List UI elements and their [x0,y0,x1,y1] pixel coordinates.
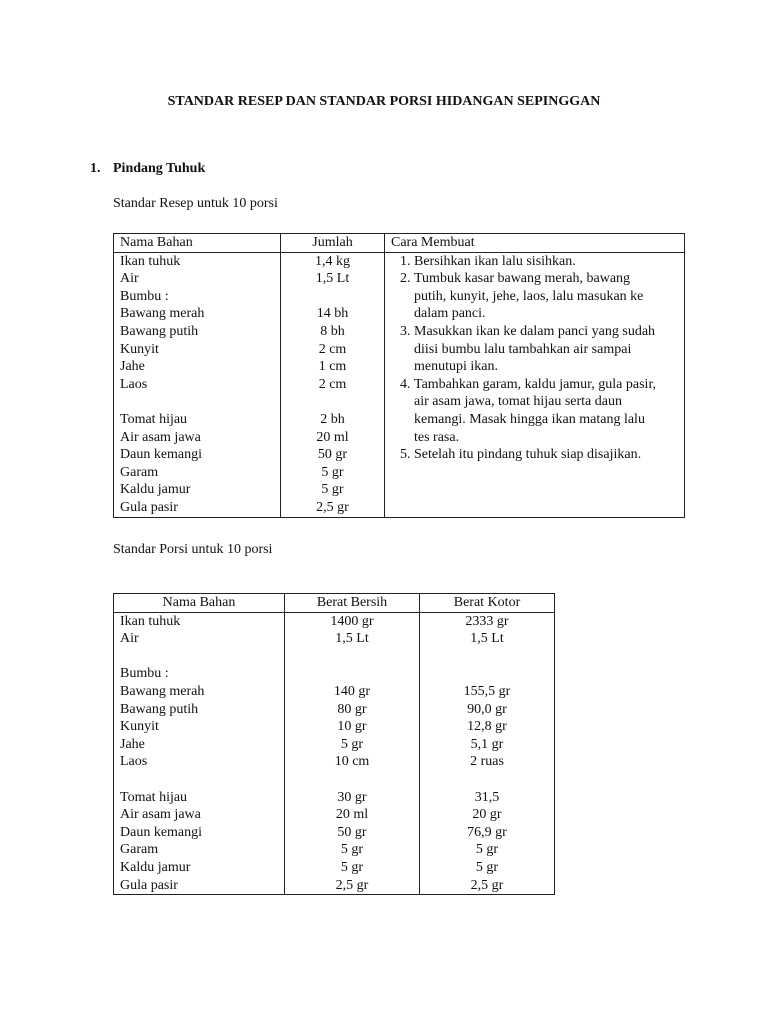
porsi-cell: 5,1 gr [420,736,555,754]
porsi-cell: 5 gr [420,841,555,859]
resep-step-line: dalam panci. [414,306,486,322]
resep-bahan-item: Kunyit [120,341,159,357]
resep-header-jumlah: Jumlah [281,234,385,253]
porsi-cell: 10 gr [285,718,420,736]
porsi-cell [420,648,555,666]
resep-jumlah-item: 8 bh [320,323,345,339]
porsi-cell: 76,9 gr [420,824,555,842]
porsi-header-kotor: Berat Kotor [420,594,555,613]
porsi-cell: 90,0 gr [420,701,555,719]
resep-bahan-column [114,252,281,517]
resep-bahan-item: Daun kemangi [120,447,203,463]
resep-step-line: 3. Masukkan ikan ke dalam panci yang sudah [414,323,656,339]
porsi-cell: 155,5 gr [420,683,555,701]
porsi-row [114,789,555,807]
porsi-row [114,630,555,648]
resep-bahan-item: Bawang merah [120,306,205,322]
porsi-row [114,683,555,701]
resep-bahan-item: Kaldu jamur [120,482,191,498]
porsi-cell [420,665,555,683]
porsi-cell: 140 gr [285,683,420,701]
resep-step-line: 2. Tumbuk kasar bawang merah, bawang [414,271,631,287]
porsi-header-row [114,594,555,613]
resep-bahan-item [120,393,274,411]
resep-step-line: 5. Setelah itu pindang tuhuk siap disajikan. [414,447,642,463]
porsi-cell: 10 cm [285,753,420,771]
porsi-cell: 30 gr [285,789,420,807]
resep-step-line: putih, kunyit, jehe, laos, lalu masukan ke [414,288,644,304]
resep-jumlah-column [281,252,385,517]
resep-bahan-item: Air asam jawa [120,429,201,445]
porsi-row [114,824,555,842]
resep-bahan-item: Garam [120,464,159,480]
porsi-cell: 5 gr [285,841,420,859]
porsi-cell: 1400 gr [285,612,420,630]
porsi-cell: 12,8 gr [420,718,555,736]
porsi-cell [420,771,555,789]
porsi-cell: Garam [114,841,285,859]
porsi-cell: Bawang putih [114,701,285,719]
resep-jumlah-item: 1,4 kg [315,253,350,269]
porsi-label: Standar Porsi untuk 10 porsi [113,542,273,557]
porsi-cell: Laos [114,753,285,771]
resep-step [414,376,678,446]
resep-step-line: 4. Tambahkan garam, kaldu jamur, gula pasir, [414,376,657,392]
porsi-body [114,612,555,895]
porsi-cell: 20 gr [420,806,555,824]
resep-steps-list [391,253,678,464]
porsi-cell: 2,5 gr [285,877,420,895]
porsi-header-bahan: Nama Bahan [114,594,285,613]
resep-step [414,323,678,376]
porsi-row [114,701,555,719]
resep-step-line: kemangi. Masak hingga ikan matang lalu [414,411,645,427]
porsi-cell: Bawang merah [114,683,285,701]
porsi-cell: 1,5 Lt [285,630,420,648]
resep-jumlah-item: 1,5 Lt [315,271,350,287]
resep-bahan-item: Bawang putih [120,323,199,339]
porsi-cell: 31,5 [420,789,555,807]
resep-jumlah-item: 2 cm [318,376,347,392]
porsi-cell: 1,5 Lt [420,630,555,648]
porsi-cell: Ikan tuhuk [114,612,285,630]
resep-label: Standar Resep untuk 10 porsi [113,196,278,211]
section-number: 1. [90,161,101,176]
resep-header-cara: Cara Membuat [385,234,685,253]
resep-step [414,270,678,323]
resep-jumlah-item: 2 bh [320,411,345,427]
porsi-cell: 2,5 gr [420,877,555,895]
resep-bahan-item: Air [120,271,139,287]
resep-step-line: diisi bumbu lalu tambahkan air sampai [414,341,632,357]
porsi-header-bersih: Berat Bersih [285,594,420,613]
resep-jumlah-item: 5 gr [321,482,344,498]
resep-bahan-item: Ikan tuhuk [120,253,181,269]
porsi-row [114,612,555,630]
resep-bahan-item: Gula pasir [120,499,178,515]
resep-bahan-item: Bumbu : [120,288,169,304]
resep-step [414,446,678,464]
resep-jumlah-item: 2 cm [318,341,347,357]
resep-jumlah-item [287,288,378,306]
resep-step-line: air asam jawa, tomat hijau serta daun [414,394,622,410]
porsi-cell: Tomat hijau [114,789,285,807]
porsi-row [114,718,555,736]
porsi-cell: Bumbu : [114,665,285,683]
resep-jumlah-item: 50 gr [317,447,348,463]
resep-bahan-item: Laos [120,376,148,392]
porsi-row [114,736,555,754]
document-title: STANDAR RESEP DAN STANDAR PORSI HIDANGAN SEPINGGAN [167,94,601,109]
section-heading [90,160,205,178]
resep-table [113,233,685,518]
porsi-cell: Jahe [114,736,285,754]
resep-body-row [114,252,685,517]
porsi-row [114,648,555,666]
porsi-row [114,753,555,771]
porsi-cell [285,771,420,789]
porsi-cell: 5 gr [420,859,555,877]
resep-bahan-item: Tomat hijau [120,411,188,427]
porsi-row [114,877,555,895]
porsi-cell [114,648,285,666]
resep-jumlah-item: 14 bh [316,306,349,322]
porsi-cell: Kunyit [114,718,285,736]
resep-jumlah-item: 1 cm [318,359,347,375]
porsi-cell: 80 gr [285,701,420,719]
resep-jumlah-item: 5 gr [321,464,344,480]
resep-steps-column [385,252,685,517]
resep-jumlah-item [287,393,378,411]
resep-step-line: tes rasa. [414,429,460,445]
resep-header-row [114,234,685,253]
resep-header-bahan: Nama Bahan [114,234,281,253]
porsi-row [114,806,555,824]
porsi-row [114,665,555,683]
resep-jumlah-item: 20 ml [316,429,349,445]
resep-step-line: menutupi ikan. [414,359,498,375]
resep-step-line: 1. Bersihkan ikan lalu sisihkan. [414,253,576,269]
porsi-cell: 20 ml [285,806,420,824]
porsi-cell: 5 gr [285,859,420,877]
porsi-row [114,771,555,789]
porsi-cell: 50 gr [285,824,420,842]
porsi-cell: 5 gr [285,736,420,754]
porsi-cell: Kaldu jamur [114,859,285,877]
porsi-table [113,593,555,895]
porsi-cell [285,665,420,683]
resep-jumlah-item: 2,5 gr [316,499,349,515]
porsi-cell: 2333 gr [420,612,555,630]
porsi-cell [285,648,420,666]
porsi-cell: Air asam jawa [114,806,285,824]
porsi-row [114,859,555,877]
resep-step [414,253,678,271]
porsi-cell: Gula pasir [114,877,285,895]
porsi-cell: Daun kemangi [114,824,285,842]
porsi-row [114,841,555,859]
resep-bahan-item: Jahe [120,359,145,375]
section-name: Pindang Tuhuk [113,161,206,176]
porsi-cell: Air [114,630,285,648]
porsi-cell: 2 ruas [420,753,555,771]
porsi-cell [114,771,285,789]
